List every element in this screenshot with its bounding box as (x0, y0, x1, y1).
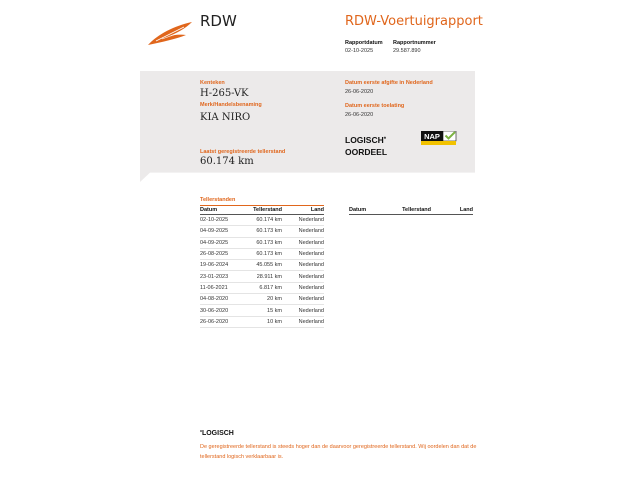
table-row (200, 226, 324, 237)
table-row (200, 305, 324, 316)
plate-value: H-265-VK (200, 88, 249, 99)
history-header-row (349, 205, 473, 215)
footnote-title-text: LOGISCH (201, 430, 234, 437)
row-date: 26-06-2020 (200, 316, 248, 327)
first-admission-value: 26-06-2020 (345, 112, 374, 118)
table-row (200, 316, 324, 327)
col-country-header: Land (282, 205, 324, 215)
footnote-text: De geregistreerde tellerstand is steeds hoger dan de daarvoor geregistreerde tellerstand. Wij oordelen dan dat de tellerstand logisch verklaarbaar is. (200, 444, 477, 460)
row-date: 19-06-2024 (200, 260, 248, 271)
mileage-history-table-continued (349, 205, 473, 215)
rdw-logo-icon (146, 20, 194, 46)
mileage-value: 60.174 km (200, 156, 254, 167)
brand-name: RDW (200, 12, 237, 30)
make-model-value: KIA NIRO (200, 112, 251, 123)
report-title: RDW-Voertuigrapport (345, 14, 483, 29)
footnote-title (200, 430, 234, 437)
make-model-label: Merk/Handelsbenaming (200, 102, 262, 108)
row-country: Nederland (282, 271, 324, 282)
first-nl-date-value: 26-06-2020 (345, 89, 374, 95)
row-country: Nederland (282, 294, 324, 305)
report-date-label: Rapportdatum (345, 40, 383, 46)
nap-label: NAP (424, 132, 440, 141)
table-row (200, 248, 324, 259)
row-date: 04-08-2020 (200, 294, 248, 305)
row-country: Nederland (282, 316, 324, 327)
row-country: Nederland (282, 260, 324, 271)
row-reading: 28.911 km (248, 271, 282, 282)
row-date: 11-06-2021 (200, 282, 248, 293)
first-admission-label: Datum eerste toelating (345, 103, 405, 109)
report-number-label: Rapportnummer (393, 40, 436, 46)
table-row (200, 282, 324, 293)
row-country: Nederland (282, 237, 324, 248)
table-row (200, 215, 324, 226)
row-date: 23-01-2023 (200, 271, 248, 282)
row-reading: 60.173 km (248, 248, 282, 259)
row-reading: 15 km (248, 305, 282, 316)
verdict-caption: OORDEEL (345, 147, 388, 157)
col-reading-header: Tellerstand (248, 205, 282, 215)
row-reading: 60.174 km (248, 215, 282, 226)
col-reading-header: Tellerstand (397, 205, 431, 215)
mileage-history-table (200, 205, 324, 328)
row-country: Nederland (282, 282, 324, 293)
history-title: Tellerstanden (200, 197, 236, 203)
row-country: Nederland (282, 248, 324, 259)
nap-check-icon (421, 131, 457, 146)
row-date: 02-10-2025 (200, 215, 248, 226)
row-reading: 10 km (248, 316, 282, 327)
report-number-block (393, 39, 436, 55)
verdict-star: * (383, 137, 387, 143)
history-header-row (200, 205, 324, 215)
row-date: 04-09-2025 (200, 226, 248, 237)
report-date-value: 02-10-2025 (345, 48, 374, 54)
row-reading: 6.817 km (248, 282, 282, 293)
row-date: 26-08-2025 (200, 248, 248, 259)
history-title-rule (200, 205, 324, 206)
vehicle-summary-panel (140, 71, 475, 182)
row-country: Nederland (282, 305, 324, 316)
col-date-header: Datum (200, 205, 248, 215)
table-row (200, 260, 324, 271)
table-row (200, 271, 324, 282)
row-country: Nederland (282, 215, 324, 226)
report-number-value: 29.587.890 (393, 48, 421, 54)
row-date: 04-09-2025 (200, 237, 248, 248)
table-row (200, 237, 324, 248)
col-date-header: Datum (349, 205, 397, 215)
first-nl-date-label: Datum eerste afgifte in Nederland (345, 80, 433, 86)
row-reading: 60.173 km (248, 226, 282, 237)
mileage-label: Laatst geregistreerde tellerstand (200, 149, 286, 155)
plate-label: Kenteken (200, 80, 225, 86)
row-reading: 45.055 km (248, 260, 282, 271)
row-country: Nederland (282, 226, 324, 237)
row-reading: 20 km (248, 294, 282, 305)
col-country-header: Land (431, 205, 473, 215)
report-date-block (345, 39, 383, 55)
footnote-star: * (200, 430, 202, 436)
table-row (200, 294, 324, 305)
mileage-verdict (345, 134, 387, 158)
row-reading: 60.173 km (248, 237, 282, 248)
verdict-word: LOGISCH (345, 135, 384, 145)
row-date: 30-06-2020 (200, 305, 248, 316)
